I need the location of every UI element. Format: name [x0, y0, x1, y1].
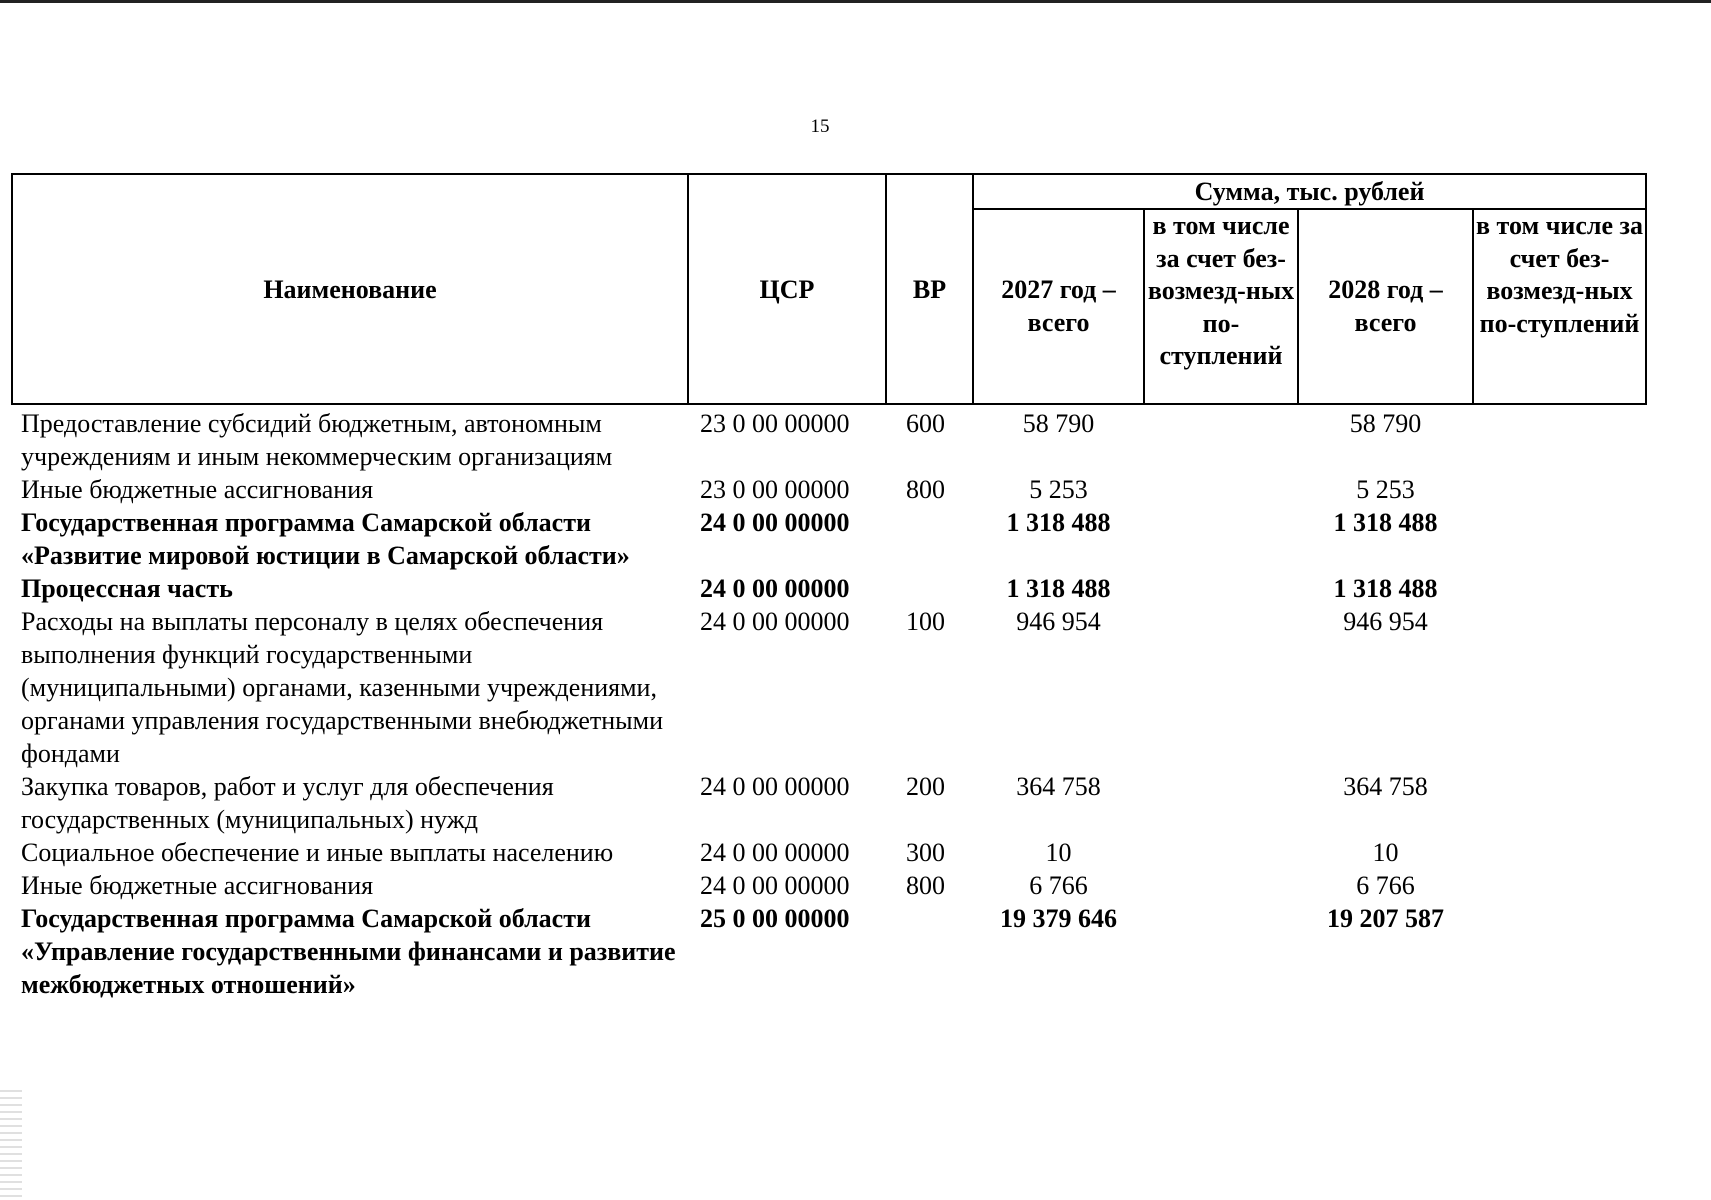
row-2028-grants — [1473, 404, 1646, 473]
row-2027-grants — [1144, 473, 1298, 506]
row-csr: 24 0 00 00000 — [700, 838, 850, 867]
row-2028-total: 364 758 — [1343, 772, 1428, 801]
header-2028-total: 2028 год – всего — [1298, 209, 1473, 404]
row-2027-grants — [1144, 506, 1298, 572]
table-row — [12, 473, 1646, 506]
table-row — [12, 404, 1646, 473]
table-row — [12, 869, 1646, 902]
row-2027-grants — [1144, 572, 1298, 605]
row-name: Закупка товаров, работ и услуг для обеспечения государственных (муниципальных) нужд — [21, 772, 554, 834]
table-row — [12, 506, 1646, 572]
row-2028-grants — [1473, 902, 1646, 1001]
row-vr: 600 — [906, 409, 945, 438]
row-2027-total: 946 954 — [1016, 607, 1101, 636]
row-2027-total: 364 758 — [1016, 772, 1101, 801]
row-csr: 25 0 00 00000 — [700, 904, 850, 933]
table-row — [12, 902, 1646, 1001]
row-2027-total: 6 766 — [1029, 871, 1088, 900]
row-vr: 300 — [906, 838, 945, 867]
row-2027-grants — [1144, 605, 1298, 770]
table-body — [12, 404, 1646, 1001]
row-csr: 24 0 00 00000 — [700, 772, 850, 801]
header-2027-grants: в том числе за счет без-возмезд-ных по-ступлений — [1144, 209, 1298, 404]
row-2028-grants — [1473, 572, 1646, 605]
row-name: Предоставление субсидий бюджетным, автономным учреждениям и иным некоммерческим организациям — [21, 409, 613, 471]
row-2027-grants — [1144, 770, 1298, 836]
top-rule — [0, 0, 1711, 3]
row-vr — [886, 572, 973, 605]
row-2027-total: 1 318 488 — [1006, 508, 1111, 537]
row-2028-total: 6 766 — [1356, 871, 1415, 900]
row-2027-grants — [1144, 902, 1298, 1001]
row-csr: 24 0 00 00000 — [700, 871, 850, 900]
row-2027-grants — [1144, 869, 1298, 902]
page-number: 15 — [810, 116, 830, 137]
table-row — [12, 770, 1646, 836]
row-2028-grants — [1473, 770, 1646, 836]
row-2027-total: 1 318 488 — [1006, 574, 1111, 603]
header-2027-total: 2027 год – всего — [973, 209, 1144, 404]
row-2028-grants — [1473, 473, 1646, 506]
row-csr: 24 0 00 00000 — [700, 574, 850, 603]
row-2028-total: 5 253 — [1356, 475, 1415, 504]
row-name: Иные бюджетные ассигнования — [21, 871, 374, 900]
budget-table — [11, 173, 1647, 1001]
row-2028-grants — [1473, 869, 1646, 902]
row-vr: 800 — [906, 475, 945, 504]
row-vr — [886, 902, 973, 1001]
header-vr: ВР — [886, 174, 973, 404]
row-2028-grants — [1473, 836, 1646, 869]
row-2028-total: 10 — [1372, 838, 1399, 867]
row-vr: 800 — [906, 871, 945, 900]
row-vr: 100 — [906, 607, 945, 636]
row-2028-total: 1 318 488 — [1333, 508, 1438, 537]
header-sum-group: Сумма, тыс. рублей — [973, 174, 1646, 209]
row-2027-grants — [1144, 836, 1298, 869]
table-row — [12, 572, 1646, 605]
row-2028-total: 58 790 — [1349, 409, 1422, 438]
row-name: Иные бюджетные ассигнования — [21, 475, 374, 504]
header-name: Наименование — [12, 174, 688, 404]
row-2028-grants — [1473, 506, 1646, 572]
row-2027-total: 10 — [1045, 838, 1072, 867]
row-csr: 24 0 00 00000 — [700, 607, 850, 636]
row-name: Процессная часть — [21, 574, 233, 603]
row-name: Государственная программа Самарской области «Управление государственными финансами и развитие межбюджетных отношений» — [21, 904, 676, 999]
row-vr — [886, 506, 973, 572]
row-name: Государственная программа Самарской области «Развитие мировой юстиции в Самарской области» — [21, 508, 630, 570]
table-row — [12, 836, 1646, 869]
row-csr: 24 0 00 00000 — [700, 508, 850, 537]
row-csr: 23 0 00 00000 — [700, 475, 850, 504]
row-2027-total: 5 253 — [1029, 475, 1088, 504]
scan-edge-mark — [0, 1090, 22, 1200]
row-name: Социальное обеспечение и иные выплаты населению — [21, 838, 614, 867]
row-2027-total: 19 379 646 — [1000, 904, 1117, 933]
header-csr: ЦСР — [688, 174, 886, 404]
row-2028-total: 1 318 488 — [1333, 574, 1438, 603]
table-row — [12, 605, 1646, 770]
row-2028-total: 946 954 — [1343, 607, 1428, 636]
row-2027-total: 58 790 — [1022, 409, 1095, 438]
row-2027-grants — [1144, 404, 1298, 473]
row-2028-grants — [1473, 605, 1646, 770]
header-2028-grants: в том числе за счет без-возмезд-ных по-ступлений — [1473, 209, 1646, 404]
row-2028-total: 19 207 587 — [1327, 904, 1444, 933]
table-header — [12, 174, 1646, 404]
row-name: Расходы на выплаты персоналу в целях обеспечения выполнения функций государственными (муниципальными) органами, казенными учреждениями, органами управления государственными внебюджетными фондами — [21, 607, 664, 768]
row-csr: 23 0 00 00000 — [700, 409, 850, 438]
row-vr: 200 — [906, 772, 945, 801]
